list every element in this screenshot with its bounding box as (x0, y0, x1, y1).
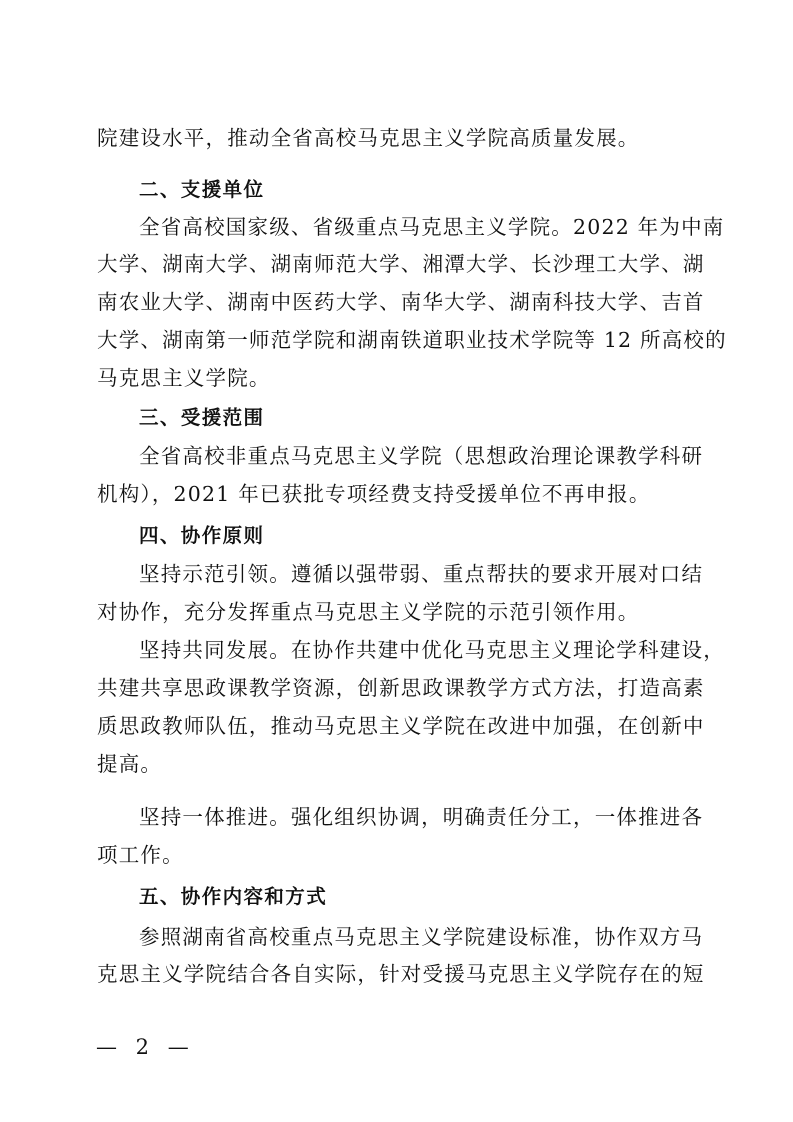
section-heading: 五、协作内容和方式 (139, 885, 328, 908)
body-line: 坚持共同发展。在协作共建中优化马克思主义理论学科建设， (139, 638, 725, 662)
body-line: 院建设水平，推动全省高校马克思主义学院高质量发展。 (97, 126, 640, 150)
section-heading: 二、支援单位 (139, 178, 265, 201)
body-line: 坚持示范引领。遵循以强带弱、重点帮扶的要求开展对口结 (139, 562, 704, 586)
body-line: 全省高校非重点马克思主义学院（思想政治理论课教学科研 (139, 444, 704, 468)
section-heading: 四、协作原则 (139, 524, 265, 547)
body-line: 参照湖南省高校重点马克思主义学院建设标准，协作双方马 (139, 925, 704, 949)
body-line: 大学、湖南第一师范学院和湖南铁道职业技术学院等 12 所高校的 (97, 328, 727, 352)
body-line: 大学、湖南大学、湖南师范大学、湘潭大学、长沙理工大学、湖 (97, 252, 705, 276)
body-line: 对协作，充分发挥重点马克思主义学院的示范引领作用。 (97, 600, 640, 624)
section-heading: 三、受援范围 (139, 406, 265, 429)
page-number: — 2 — (96, 1035, 195, 1059)
body-line: 马克思主义学院。 (97, 366, 271, 390)
body-line: 项工作。 (97, 843, 184, 867)
body-line: 南农业大学、湖南中医药大学、南华大学、湖南科技大学、吉首 (97, 290, 705, 314)
body-line: 坚持一体推进。强化组织协调，明确责任分工，一体推进各 (139, 805, 704, 829)
body-line: 全省高校国家级、省级重点马克思主义学院。2022 年为中南 (139, 215, 725, 239)
body-line: 质思政教师队伍，推动马克思主义学院在改进中加强，在创新中 (97, 714, 705, 738)
body-line: 共建共享思政课教学资源，创新思政课教学方式方法，打造高素 (97, 676, 705, 700)
body-line: 机构），2021 年已获批专项经费支持受援单位不再申报。 (97, 482, 651, 506)
body-line: 提高。 (97, 752, 163, 776)
body-line: 克思主义学院结合各自实际，针对受援马克思主义学院存在的短 (97, 962, 705, 986)
